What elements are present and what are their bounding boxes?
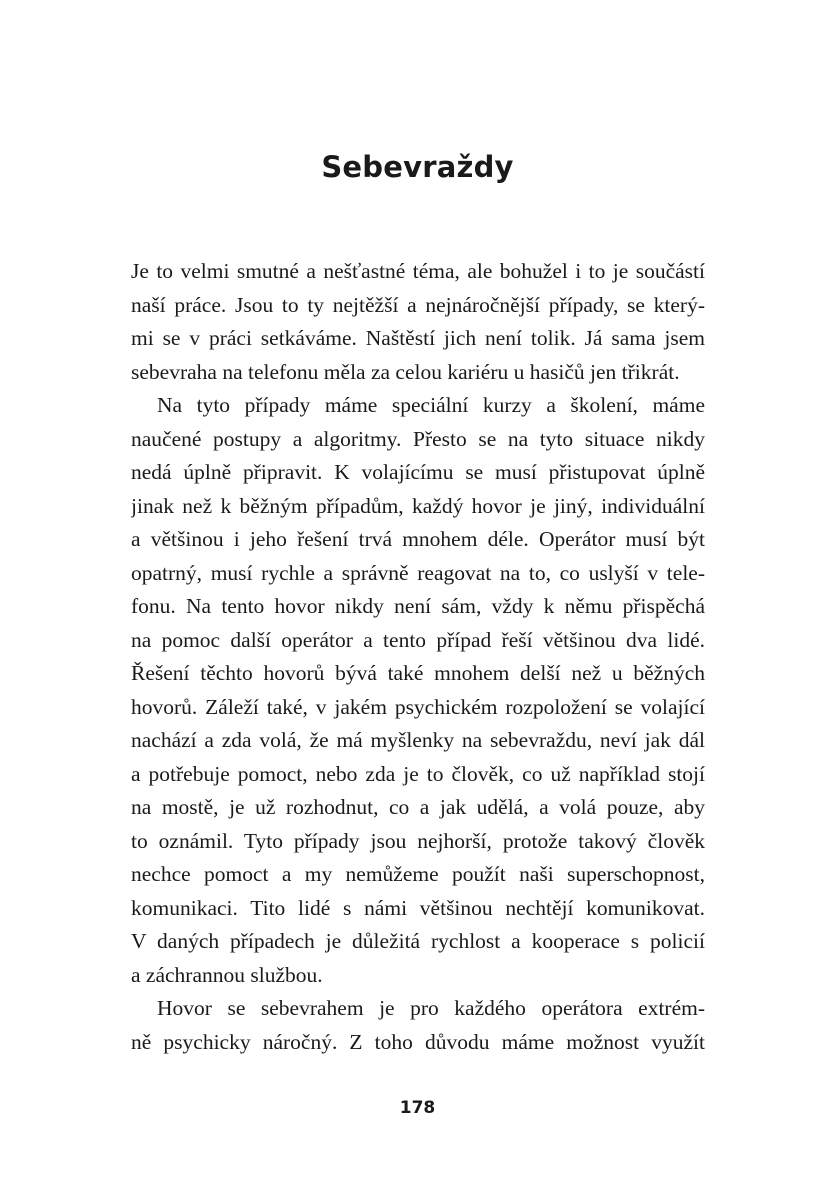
text-line: opatrný, musí rychle a správně reagovat na to, co uslyší v tele- (131, 560, 705, 585)
paragraph-1 (131, 255, 705, 389)
text-line: sebevraha na telefonu měla za celou kariéru u hasičů jen třikrát. (131, 359, 680, 384)
text-line: komunikaci. Tito lidé s námi většinou nechtějí komunikovat. (131, 895, 705, 920)
text-line: na mostě, je už rozhodnut, co a jak udělá, a volá pouze, aby (131, 795, 705, 819)
page-number: 178 (399, 1098, 436, 1118)
text-line: to oznámil. Tyto případy jsou nejhorší, protože takový člověk (131, 828, 705, 853)
body-text (131, 255, 705, 1059)
text-line: naší práce. Jsou to ty nejtěžší a nejnáročnější případy, se který- (131, 292, 705, 317)
text-line: jinak než k běžným případům, každý hovor je jiný, individuální (131, 493, 705, 518)
text-line: a potřebuje pomoct, nebo zda je to člověk, co už například stojí (131, 761, 705, 786)
text-line: hovorů. Záleží také, v jakém psychickém rozpoložení se volající (131, 694, 705, 719)
text-line: a většinou i jeho řešení trvá mnohem déle. Operátor musí být (131, 527, 705, 551)
text-line: nedá úplně připravit. K volajícímu se musí přistupovat úplně (131, 460, 705, 484)
text-line: V daných případech je důležitá rychlost a kooperace s policií (131, 929, 705, 953)
text-line: naučené postupy a algoritmy. Přesto se na tyto situace nikdy (131, 426, 705, 451)
text-line: Řešení těchto hovorů bývá také mnohem delší než u běžných (131, 661, 705, 685)
text-line: mi se v práci setkáváme. Naštěstí jich není tolik. Já sama jsem (131, 326, 705, 350)
text-line: nachází a zda volá, že má myšlenky na sebevraždu, neví jak dál (131, 728, 705, 752)
chapter-title: Sebevraždy (321, 150, 514, 184)
paragraph-2 (131, 389, 705, 992)
text-line: ně psychicky náročný. Z toho důvodu máme možnost využít (131, 1029, 705, 1054)
text-line: na pomoc další operátor a tento případ řeší většinou dva lidé. (131, 627, 705, 652)
text-line: Na tyto případy máme speciální kurzy a školení, máme (157, 393, 705, 417)
text-line: fonu. Na tento hovor nikdy není sám, vždy k němu přispěchá (131, 594, 705, 618)
text-line: a záchrannou službou. (131, 962, 323, 987)
paragraph-3 (131, 992, 705, 1059)
text-line: Je to velmi smutné a nešťastné téma, ale bohužel i to je součástí (131, 259, 705, 283)
text-line: nechce pomoct a my nemůžeme použít naši superschopnost, (131, 862, 705, 886)
text-line: Hovor se sebevrahem je pro každého operátora extrém- (157, 996, 705, 1020)
